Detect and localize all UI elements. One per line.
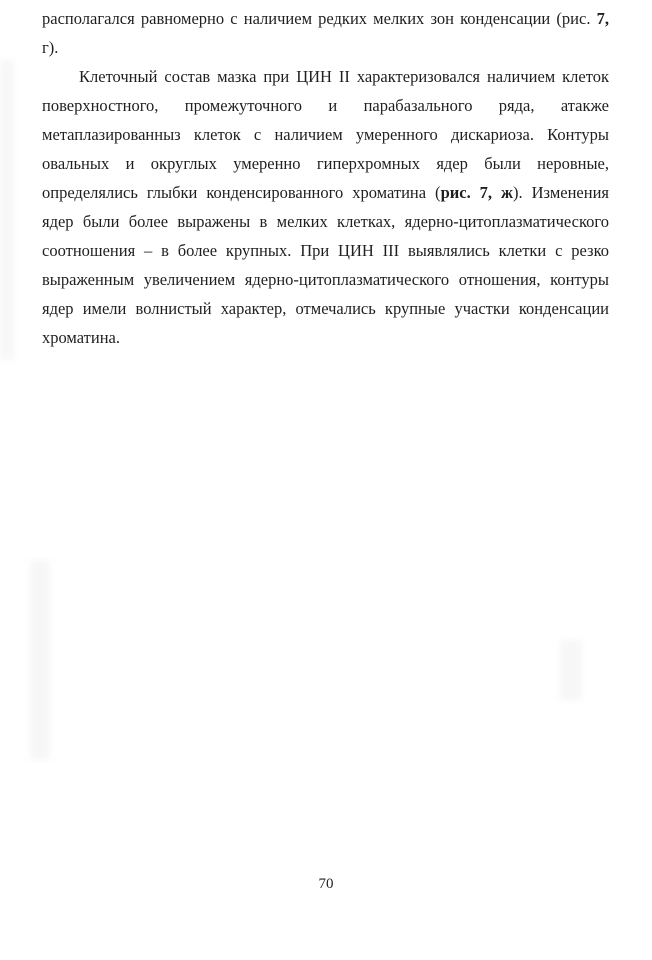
paragraph-text: г).: [42, 38, 59, 57]
figure-reference: 7,: [596, 9, 609, 28]
scan-artifact: [560, 640, 582, 700]
body-text: [42, 4, 609, 352]
paragraph-continuation: [42, 4, 609, 62]
paragraph-cin: [42, 62, 609, 352]
scan-artifact: [0, 60, 14, 360]
paragraph-text: ). Изменения ядер были более выражены в мелких клетках, ядерно-цитоплазматического соотношения – в более крупных. При ЦИН III выявлялись клетки с резко выраженным увеличением ядерно-цитоплазматического отношения, контуры ядер имели волнистый характер, отмечались крупные участки конденсации хроматина.: [42, 183, 609, 347]
scan-artifact: [30, 560, 50, 760]
paragraph-text: Клеточный состав мазка при ЦИН II характеризовался наличием клеток поверхностного, промежуточного и парабазального ряда, атакже метаплазированныз клеток с наличием умеренного дискариоза. Контуры овальных и округлых умеренно гиперхромных ядер были неровные, определялись глыбки конденсированного хроматина (: [42, 67, 609, 202]
figure-reference: рис. 7, ж: [440, 183, 514, 202]
paragraph-text: располагался равномерно с наличием редких мелких зон конденсации (рис.: [42, 9, 597, 28]
page-number: 70: [318, 876, 334, 892]
